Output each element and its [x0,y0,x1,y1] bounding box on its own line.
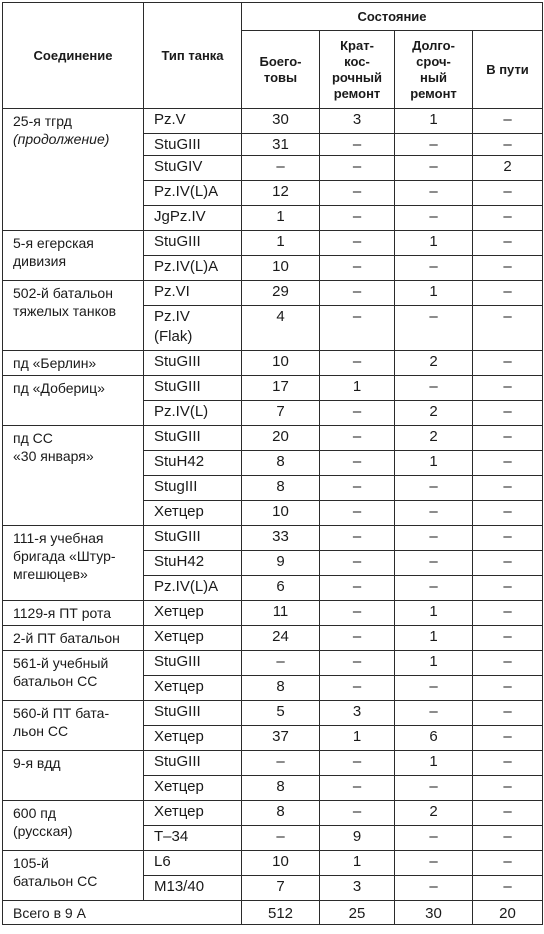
short-repair-cell: – [320,776,395,801]
in-transit-cell: – [473,751,543,776]
unit-cell [3,426,144,526]
in-transit-cell: – [473,851,543,876]
tank-type: Хетцер [154,678,204,695]
tank-type-cell [144,231,242,256]
tank-status-table [2,2,543,925]
operational-cell: 12 [242,181,320,206]
long-repair-cell: 2 [395,801,473,826]
tank-type: StuH42 [154,553,205,570]
tank-type: Хетцер [154,803,204,820]
unit-name: 600 пд (русская) [13,805,73,839]
unit-cell [3,351,144,376]
in-transit-cell: – [473,801,543,826]
unit-cell [3,651,144,701]
long-repair-cell: – [395,876,473,901]
short-repair-cell: – [320,401,395,426]
operational-cell: 17 [242,376,320,401]
table-row [3,801,543,826]
header-operational: Боего- товы [242,31,320,109]
operational-cell: 10 [242,501,320,526]
short-repair-cell: 3 [320,701,395,726]
in-transit-cell: – [473,256,543,281]
unit-name: 502-й батальон тяжелых танков [13,285,117,319]
unit-name: 111-я учебная бригада «Штур- мгешюцев» [13,530,116,582]
total-short-repair: 25 [320,901,395,925]
unit-name: пд «Добериц» [13,380,105,396]
in-transit-cell: – [473,231,543,256]
table-row [3,231,543,256]
long-repair-cell: 1 [395,601,473,626]
operational-cell: 5 [242,701,320,726]
in-transit-cell: – [473,726,543,751]
tank-type: StuH42 [154,453,205,470]
tank-type: StuGIII [154,703,201,720]
short-repair-cell: – [320,426,395,451]
tank-type-cell [144,626,242,651]
table-row [3,351,543,376]
tank-type: Pz.IV (Flak) [154,308,193,345]
in-transit-cell: – [473,281,543,306]
long-repair-cell: – [395,551,473,576]
short-repair-cell: – [320,451,395,476]
tank-type-cell [144,701,242,726]
unit-name: 561-й учебный батальон СС [13,655,109,689]
unit-cell [3,281,144,351]
operational-cell: 7 [242,401,320,426]
operational-cell: 31 [242,134,320,156]
tank-type: M13/40 [154,878,205,895]
tank-type: Хетцер [154,503,204,520]
long-repair-cell: – [395,256,473,281]
tank-type: StuGIII [154,378,201,395]
short-repair-cell: – [320,476,395,501]
in-transit-cell: – [473,451,543,476]
short-repair-cell: – [320,256,395,281]
short-repair-cell: – [320,551,395,576]
in-transit-cell: – [473,526,543,551]
tank-type: Т–34 [154,828,189,845]
tank-type: StugIII [154,478,198,495]
operational-cell: 30 [242,109,320,134]
short-repair-cell: 1 [320,376,395,401]
long-repair-cell: 6 [395,726,473,751]
tank-type-cell [144,306,242,351]
long-repair-cell: 2 [395,426,473,451]
operational-cell: 1 [242,231,320,256]
operational-cell: 33 [242,526,320,551]
operational-cell: 37 [242,726,320,751]
long-repair-cell: 1 [395,451,473,476]
tank-type: StuGIII [154,353,201,370]
tank-type: StuGIII [154,136,201,153]
tank-type-cell [144,726,242,751]
operational-cell: – [242,651,320,676]
unit-cell [3,601,144,626]
short-repair-cell: – [320,156,395,181]
in-transit-cell: – [473,676,543,701]
tank-type: Pz.VI [154,283,190,300]
table-body [3,109,543,901]
tank-type: JgPz.IV [154,208,206,225]
operational-cell: 1 [242,206,320,231]
long-repair-cell: – [395,306,473,351]
operational-cell: 10 [242,351,320,376]
table-row [3,851,543,876]
in-transit-cell: – [473,626,543,651]
header-short-repair: Крат- кос- рочный ремонт [320,31,395,109]
long-repair-cell: – [395,676,473,701]
tank-type: Pz.IV(L)A [154,578,219,595]
operational-cell: 8 [242,476,320,501]
tank-type-cell [144,651,242,676]
short-repair-cell: – [320,601,395,626]
short-repair-cell: – [320,281,395,306]
tank-type: StuGIII [154,653,201,670]
long-repair-cell: 1 [395,109,473,134]
unit-cell [3,751,144,801]
tank-type-cell [144,134,242,156]
tank-type-cell [144,109,242,134]
short-repair-cell: – [320,676,395,701]
in-transit-cell: – [473,401,543,426]
table-row [3,751,543,776]
unit-cell [3,231,144,281]
tank-type-cell [144,501,242,526]
short-repair-cell: – [320,206,395,231]
in-transit-cell: – [473,376,543,401]
tank-type-cell [144,181,242,206]
tank-type-cell [144,351,242,376]
table-row [3,601,543,626]
operational-cell: 8 [242,451,320,476]
long-repair-cell: – [395,776,473,801]
unit-cell [3,526,144,601]
table-row [3,376,543,401]
operational-cell: 11 [242,601,320,626]
tank-type-cell [144,206,242,231]
short-repair-cell: – [320,626,395,651]
unit-name: 560-й ПТ бата- льон СС [13,705,110,739]
header-tank-type: Тип танка [144,3,242,109]
long-repair-cell: – [395,701,473,726]
long-repair-cell: 1 [395,281,473,306]
long-repair-cell: 1 [395,231,473,256]
tank-type: Pz.IV(L)A [154,183,219,200]
tank-type: StuGIII [154,233,201,250]
tank-type: Pz.IV(L) [154,403,209,420]
total-label: Всего в 9 А [3,901,242,925]
operational-cell: 24 [242,626,320,651]
in-transit-cell: – [473,701,543,726]
in-transit-cell: 2 [473,156,543,181]
table-row [3,281,543,306]
long-repair-cell: – [395,181,473,206]
long-repair-cell: – [395,206,473,231]
in-transit-cell: – [473,576,543,601]
in-transit-cell: – [473,109,543,134]
tank-type-cell [144,801,242,826]
tank-type-cell [144,281,242,306]
short-repair-cell: – [320,651,395,676]
operational-cell: 8 [242,801,320,826]
operational-cell: 10 [242,851,320,876]
short-repair-cell: – [320,751,395,776]
unit-cell [3,701,144,751]
operational-cell: 7 [242,876,320,901]
table-row [3,626,543,651]
in-transit-cell: – [473,776,543,801]
tank-type-cell [144,476,242,501]
long-repair-cell: 1 [395,651,473,676]
tank-type-cell [144,601,242,626]
tank-type-cell [144,551,242,576]
unit-name: 1129-я ПТ рота [13,605,112,621]
long-repair-cell: 1 [395,626,473,651]
unit-name: 105-й батальон СС [13,855,98,889]
operational-cell: – [242,751,320,776]
short-repair-cell: – [320,351,395,376]
short-repair-cell: – [320,181,395,206]
total-in-transit: 20 [473,901,543,925]
table-row [3,426,543,451]
tank-type: L6 [154,853,171,870]
tank-type-cell [144,676,242,701]
tank-type: StuGIII [154,528,201,545]
total-operational: 512 [242,901,320,925]
unit-name: 25-я тгрд [13,113,72,129]
operational-cell: 8 [242,676,320,701]
operational-cell: 6 [242,576,320,601]
in-transit-cell: – [473,501,543,526]
long-repair-cell: – [395,376,473,401]
long-repair-cell: – [395,501,473,526]
tank-type: Хетцер [154,603,204,620]
unit-cell [3,626,144,651]
short-repair-cell: 1 [320,726,395,751]
tank-type-cell [144,826,242,851]
unit-cell [3,109,144,231]
unit-cell [3,801,144,851]
long-repair-cell: 2 [395,351,473,376]
tank-type: StuGIV [154,158,203,175]
in-transit-cell: – [473,601,543,626]
short-repair-cell: – [320,306,395,351]
tank-type-cell [144,256,242,281]
in-transit-cell: – [473,351,543,376]
unit-name: 9-я вдд [13,755,61,771]
in-transit-cell: – [473,181,543,206]
unit-cell [3,851,144,901]
tank-type: Хетцер [154,728,204,745]
tank-type-cell [144,526,242,551]
unit-name: пд СС «30 января» [13,430,94,464]
table-row [3,526,543,551]
operational-cell: 20 [242,426,320,451]
total-long-repair: 30 [395,901,473,925]
total-row [3,901,543,925]
tank-type: Хетцер [154,628,204,645]
tank-type: Хетцер [154,778,204,795]
long-repair-cell: – [395,826,473,851]
unit-cell [3,376,144,426]
in-transit-cell: – [473,651,543,676]
tank-type: Pz.IV(L)A [154,258,219,275]
short-repair-cell: 9 [320,826,395,851]
tank-type: StuGIII [154,428,201,445]
tank-type-cell [144,576,242,601]
tank-type-cell [144,376,242,401]
long-repair-cell: – [395,576,473,601]
in-transit-cell: – [473,476,543,501]
unit-note: (продолжение) [13,131,110,147]
tank-type-cell [144,401,242,426]
table-row [3,651,543,676]
tank-type: StuGIII [154,753,201,770]
tank-type-cell [144,776,242,801]
in-transit-cell: – [473,826,543,851]
operational-cell: 4 [242,306,320,351]
short-repair-cell: – [320,134,395,156]
operational-cell: 9 [242,551,320,576]
long-repair-cell: – [395,476,473,501]
tank-type-cell [144,156,242,181]
tank-type-cell [144,851,242,876]
header-in-transit: В пути [473,31,543,109]
short-repair-cell: – [320,501,395,526]
operational-cell: 10 [242,256,320,281]
short-repair-cell: – [320,801,395,826]
tank-type-cell [144,876,242,901]
long-repair-cell: 1 [395,751,473,776]
tank-type-cell [144,751,242,776]
long-repair-cell: – [395,134,473,156]
in-transit-cell: – [473,426,543,451]
short-repair-cell: – [320,231,395,256]
tank-type-cell [144,451,242,476]
short-repair-cell: – [320,526,395,551]
long-repair-cell: – [395,156,473,181]
operational-cell: 29 [242,281,320,306]
short-repair-cell: – [320,576,395,601]
long-repair-cell: 2 [395,401,473,426]
unit-name: пд «Берлин» [13,355,97,371]
in-transit-cell: – [473,551,543,576]
tank-type: Pz.V [154,111,186,128]
table-row [3,109,543,134]
tank-type-cell [144,426,242,451]
in-transit-cell: – [473,206,543,231]
unit-name: 2-й ПТ батальон [13,630,120,646]
long-repair-cell: – [395,526,473,551]
in-transit-cell: – [473,306,543,351]
short-repair-cell: 1 [320,851,395,876]
short-repair-cell: 3 [320,109,395,134]
header-status: Состояние [242,3,543,31]
short-repair-cell: 3 [320,876,395,901]
in-transit-cell: – [473,876,543,901]
table-row [3,701,543,726]
operational-cell: – [242,156,320,181]
header-long-repair: Долго- сроч- ный ремонт [395,31,473,109]
header-unit: Соединение [3,3,144,109]
unit-name: 5-я егерская дивизия [13,235,94,269]
in-transit-cell: – [473,134,543,156]
operational-cell: – [242,826,320,851]
operational-cell: 8 [242,776,320,801]
long-repair-cell: – [395,851,473,876]
